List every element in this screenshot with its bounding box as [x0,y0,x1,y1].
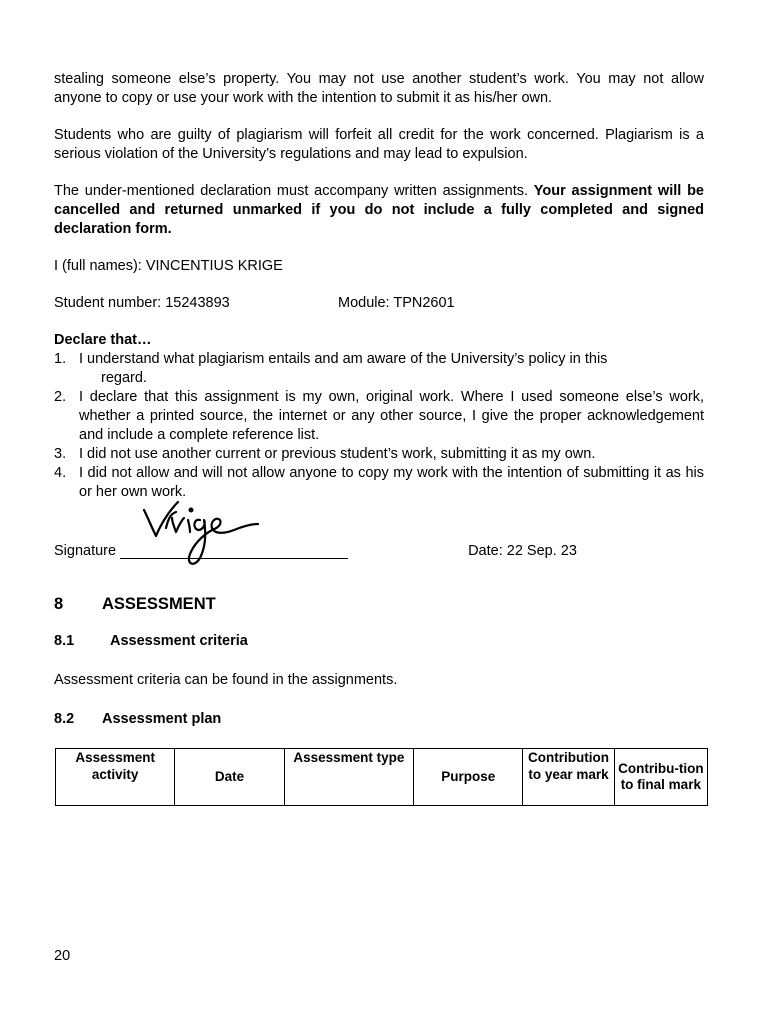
subsection-number: 8.1 [54,633,75,649]
declare-title: Declare that… [54,332,152,348]
handwritten-signature [142,498,282,570]
document-page [54,70,704,806]
header-date: Date [175,749,284,806]
header-assessment-activity: Assessment activity [56,749,175,806]
header-contribution-final: Contribu-tion to final mark [614,749,707,806]
declaration-item [54,445,704,464]
assessment-criteria-text: Assessment criteria can be found in the assignments. [54,672,398,688]
student-module-line [54,294,704,313]
header-assessment-type: Assessment type [284,749,413,806]
subsection-title: Assessment plan [102,711,222,727]
item-text: I understand what plagiarism entails and am aware of the University’s policy in this [79,351,608,367]
declaration-item [54,464,704,502]
paragraph-plagiarism-definition: stealing someone else’s property. You may not use another student’s work. You may not allow anyone to copy or use your work with the intention to submit it as his/her own. [54,71,704,106]
subsection-number: 8.2 [54,711,75,727]
item-text-continued: regard. [101,370,147,386]
declaration-warning: Your assignment will be cancelled and returned unmarked if you do not include a fully completed and signed declaration form. [54,183,704,237]
item-text: I did not allow and will not allow anyone to copy my work with the intention of submitting it as his or her own work. [79,465,704,500]
subsection-title: Assessment criteria [110,633,248,649]
header-purpose: Purpose [414,749,523,806]
item-number: 1. [54,351,67,367]
declaration-list [54,350,704,502]
full-names-line: I (full names): VINCENTIUS KRIGE [54,258,283,274]
student-number: Student number: 15243893 [54,295,230,311]
module-code: Module: TPN2601 [338,295,455,311]
subsection-8-1-heading [54,632,704,651]
item-number: 4. [54,465,67,481]
section-number: 8 [54,595,64,613]
paragraph-plagiarism-consequence: Students who are guilty of plagiarism will forfeit all credit for the work concerned. Plagiarism is a serious violation of the University’s regulations and may lead to expulsion. [54,127,704,162]
page-number: 20 [54,948,71,964]
signature-row [54,542,704,561]
item-number: 2. [54,389,67,405]
declaration-requirement-text: The under-mentioned declaration must accompany written assignments. [54,183,534,199]
assessment-plan-table [55,748,708,806]
item-number: 3. [54,446,67,462]
signature-date: Date: 22 Sep. 23 [468,543,577,559]
signature-label: Signature [54,543,117,559]
paragraph-declaration-requirement [54,182,704,239]
section-8-heading [54,595,704,614]
declaration-item [54,350,704,388]
section-title: ASSESSMENT [102,595,216,613]
declaration-item [54,388,704,445]
header-contribution-year: Contribution to year mark [523,749,614,806]
item-text: I did not use another current or previous student’s work, submitting it as my own. [79,446,596,462]
item-text: I declare that this assignment is my own, original work. Where I used someone else’s work, whether a printed source, the internet or any other source, I give the proper acknowledgement and include a complete reference list. [79,389,704,443]
table-header-row [56,749,708,806]
signature-field[interactable] [120,542,348,559]
subsection-8-2-heading [54,710,704,729]
